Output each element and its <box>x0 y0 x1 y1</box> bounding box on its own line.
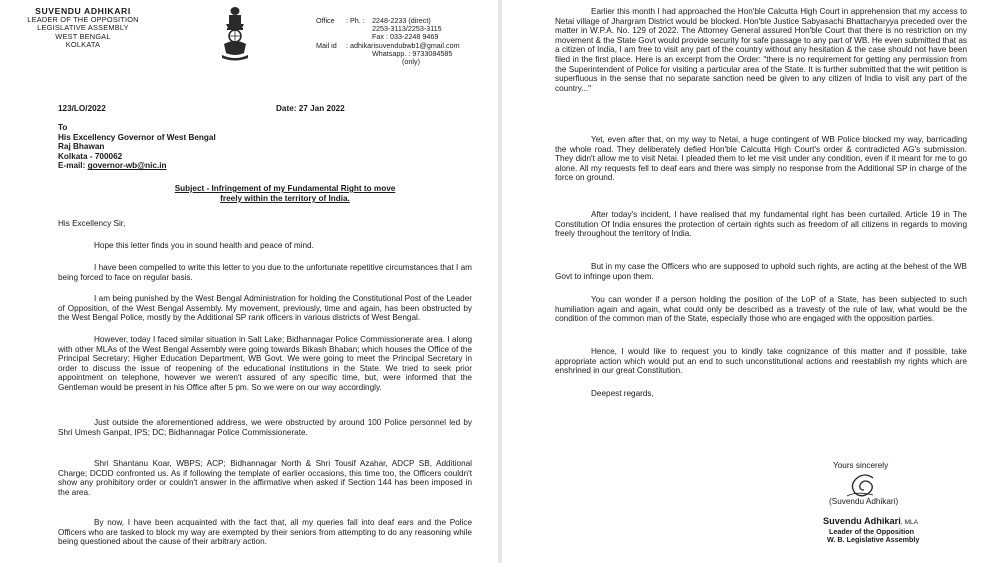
page-divider <box>498 0 502 563</box>
paragraph: Earlier this month I had approached the Hon'ble Calcutta High Court in apprehension that my access to Netai village of Jhargram District would be blocked. Hon'ble Justice Sabyasachi Bhattacharyya preceded over the matter in W.P.A. No. 129 of 2022. The Attorney General assured Hon'ble Court that there is no restriction on my movement & the State Govt would provide security for safe passage to any part of WB. He even submitted that as a citizen of India, I am free to visit any part of the country without any hesitation & the case should not have been filed in the first place. Here is an excerpt from the Order: "there is no requirement for getting any permission from the Superintendent of Police for visiting a particular area of the State. It is further submitted that the writ petition is superfluous in the sense that no separate sanction need be given to any citizen of India to visit any part of the country..." <box>555 7 967 93</box>
letterhead-line: WEST BENGAL <box>55 31 111 41</box>
paragraph: I have been compelled to write this letter to you due to the unfortunate repetitive circumstances that I am being forced to face on regular basis. <box>58 263 472 282</box>
paragraph: However, today I faced similar situation in Salt Lake; Bidhannagar Police Commissionerate area. I along with other MLAs of the West Bengal Assembly were going towards Bikash Bhaban; which houses the Office of the Principal Secretary; Higher Education Department, WB Govt. We were going to meet the Principal Secretary in order to discuss the issue of reopening of the educational institutions in the State. We tried to seek prior appointment on telephone, however we weren't assured of any specific time, but, were informed that the Gentleman would be present in his Office after 5 pm. So we were on our way accordingly. <box>58 335 472 392</box>
salutation: His Excellency Sir, <box>58 219 126 228</box>
letter-page-2 <box>503 0 1000 563</box>
fax-number: Fax : 033-2248 9469 <box>372 32 439 42</box>
letter-date: Date: 27 Jan 2022 <box>276 104 345 113</box>
state-emblem-icon <box>218 5 252 63</box>
paragraph: Shri Shantanu Koar, WBPS; ACP; Bidhannagar North & Shri Tousif Azahar, ADCP SB, Additional Charge; DCDD confronted us. As if following the template of earlier occasions, this time too, the Officers couldn't show any prohibitory order or couldn't answer in the affirmative when asked if Section 144 has been imposed in the area. <box>58 459 472 497</box>
whatsapp-number: Whatsapp. : 9733084585 <box>372 48 453 58</box>
paragraph: Yet, even after that, on my way to Netai, a huge contingent of WB Police blocked my way, barricading the whole road. They deliberately defied Hon'ble Calcutta High Court's order & contradicted AG's submission. They didn't allow me to visit Netai. I pleaded them to let me visit under any condition, even if it meant for me to go alone. All my requests fell to deaf ears and there was simply no response from the Additional SP in charge of the force on ground. <box>555 135 967 183</box>
yours-sincerely: Yours sincerely <box>833 461 889 470</box>
office-contacts <box>316 17 460 66</box>
phone-number: 2253-3113/2253-3115 <box>372 24 442 34</box>
email-link[interactable]: governor-wb@nic.in <box>87 161 167 171</box>
paragraph: I am being punished by the West Bengal Administration for holding the Constitutional Post of the Leader of Opposition, of the West Bengal Assembly. My movement, previously, time and again, has been obstructed by the West Bengal Police, mostly by the Additional SP rank officers in various districts of West Bengal. <box>58 294 472 323</box>
closing: Deepest regards, <box>591 389 654 398</box>
reference-number: 123/LO/2022 <box>58 104 106 113</box>
signatory-block <box>823 517 919 544</box>
signatory-suffix: , MLA <box>900 519 919 526</box>
paragraph: Hence, I would like to request you to kindly take cognizance of this matter and if possible, take appropriate action which would put an end to such unconstitutional actions and reestablish my rights which are enshrined in our great Constitution. <box>555 347 967 376</box>
paragraph: Hope this letter finds you in sound health and peace of mind. <box>94 241 314 250</box>
letterhead-line: LEGISLATIVE ASSEMBLY <box>37 23 129 33</box>
addressee-line: Raj Bhawan <box>58 142 105 152</box>
email-label: E-mail: <box>58 161 88 171</box>
whatsapp-only: (only) <box>402 57 420 67</box>
signature-icon <box>843 472 885 500</box>
phone-label: : Ph. : <box>346 16 365 25</box>
signatory-title: W. B. Legislative Assembly <box>827 535 920 544</box>
signatory-name: Suvendu Adhikari <box>823 516 901 526</box>
letterhead-line: KOLKATA <box>65 40 101 50</box>
mail-value: : adhikarisuvendubwb1@gmail.com <box>346 40 460 50</box>
subject-text: freely within the territory of India. <box>220 194 350 203</box>
subject-line <box>160 184 410 204</box>
subject-text: Subject - Infringement of my Fundamental Right to move <box>174 184 396 193</box>
addressee-line: Kolkata - 700062 <box>58 151 123 161</box>
paragraph: But in my case the Officers who are supposed to uphold such rights, are acting at the behest of the WB Govt to infringe upon them. <box>555 262 967 281</box>
to-label: To <box>58 123 68 132</box>
paragraph: Just outside the aforementioned address, we were obstructed by around 100 Police personnel led by Shri Umesh Ganpat, IPS; DC; Bidhannagar Police Commissionerate. <box>58 418 472 437</box>
signatory-paren: (Suvendu Adhikari) <box>829 497 899 506</box>
paragraph: By now, I have been acquainted with the fact that, all my queries fall into deaf ears and the Police Officers who are tasked to block my way are exempted by their seniors from attempting to do any reasoning while being questioned about the cause of their arbitrary action. <box>58 518 472 547</box>
addressee-line: His Excellency Governor of West Bengal <box>58 132 216 142</box>
letterhead-name: SUVENDU ADHIKARI <box>35 6 131 16</box>
paragraph: After today's incident, I have realised that my fundamental right has been curtailed. Article 19 in The Constitution Of India ensures the protection of certain rights such as freedom of all citizens in regards to moving freely throughout the territory of India. <box>555 210 967 239</box>
mail-label: Mail id <box>316 40 337 50</box>
office-label: Office <box>316 16 335 25</box>
letterhead-block <box>18 7 148 50</box>
addressee-block <box>58 123 318 171</box>
paragraph: You can wonder if a person holding the position of the LoP of a State, has been subjected to such humiliation again and again, what could only be described as a travesty of the rule of law, what would be the condition of the common man of the State, especially those who are engaged with the opposition parties. <box>555 295 967 324</box>
phone-number: 2248-2233 (direct) <box>372 16 431 25</box>
letterhead-line: LEADER OF THE OPPOSITION <box>27 14 139 24</box>
letter-page-1 <box>0 0 497 563</box>
signatory-title: Leader of the Opposition <box>829 526 915 536</box>
